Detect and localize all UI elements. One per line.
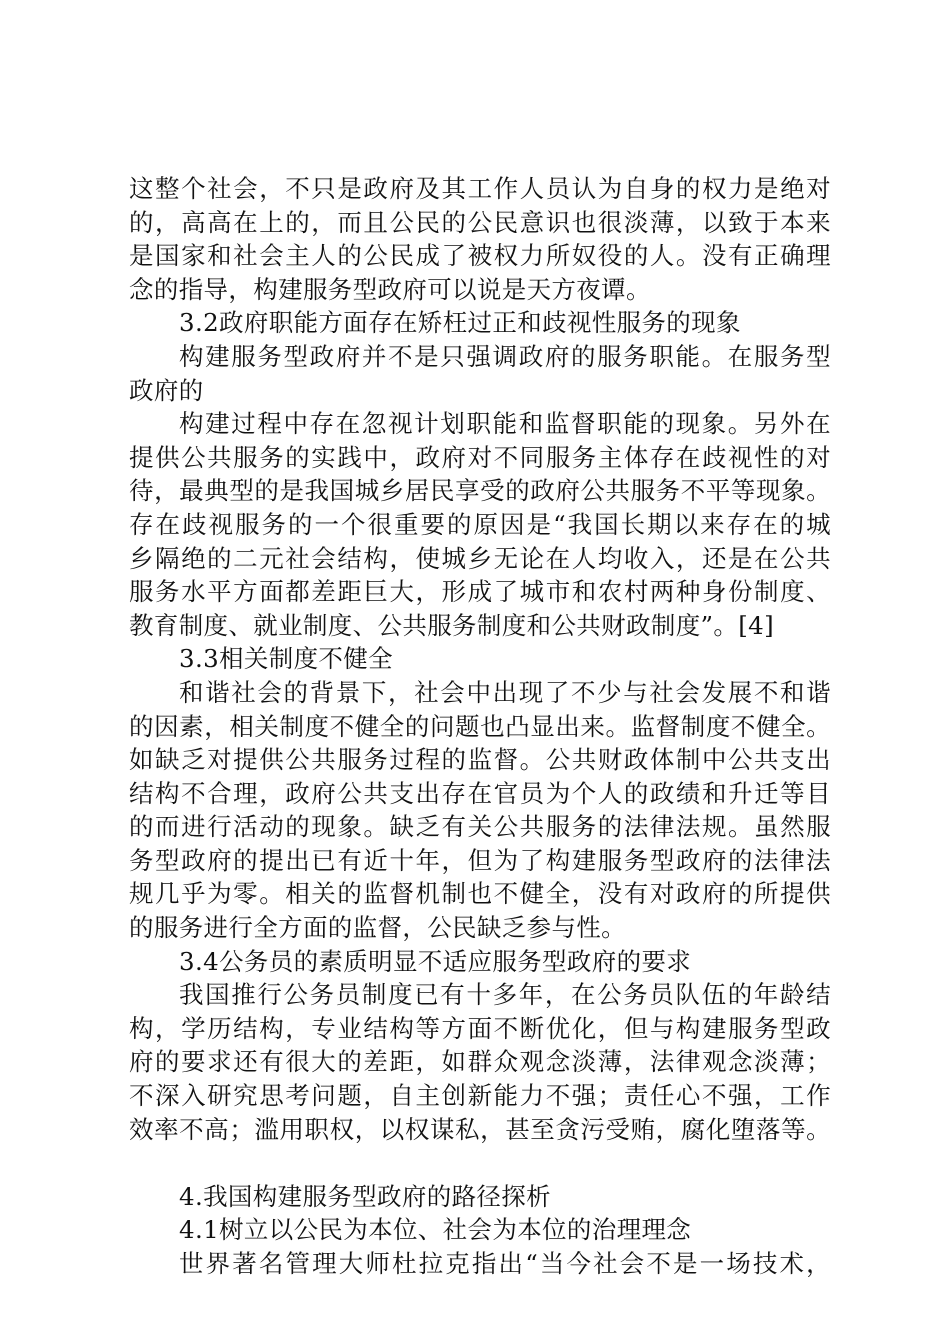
text-line: 的而进行活动的现象。缺乏有关公共服务的法律法规。虽然服	[129, 812, 831, 842]
text-line: 教育制度、就业制度、公共服务制度和公共财政制度”。[4]	[129, 610, 775, 640]
text-line: 4.我国构建服务型政府的路径探析	[179, 1181, 551, 1211]
text-line: 政府的	[129, 375, 204, 405]
paragraph-gap	[129, 1146, 831, 1180]
text-line: 服务水平方面都差距巨大，形成了城市和农村两种身份制度、	[129, 577, 831, 607]
text-line: 存在歧视服务的一个很重要的原因是“我国长期以来存在的城	[129, 509, 831, 539]
text-line: 乡隔绝的二元社会结构，使城乡无论在人均收入，还是在公共	[129, 543, 831, 573]
text-line: 是国家和社会主人的公民成了被权力所奴役的人。没有正确理	[129, 241, 831, 271]
text-line: 效率不高；滥用职权，以权谋私，甚至贪污受贿，腐化堕落等。	[129, 1114, 831, 1144]
text-line: 务型政府的提出已有近十年，但为了构建服务型政府的法律法	[129, 845, 831, 875]
text-line: 3.3相关制度不健全	[179, 644, 393, 674]
text-line: 念的指导，构建服务型政府可以说是天方夜谭。	[129, 274, 651, 304]
text-line: 府的要求还有很大的差距，如群众观念淡薄，法律观念淡薄；	[129, 1047, 831, 1077]
text-line: 构，学历结构，专业结构等方面不断优化，但与构建服务型政	[129, 1013, 831, 1043]
text-line: 构建过程中存在忽视计划职能和监督职能的现象。另外在	[179, 409, 831, 439]
text-line: 4.1树立以公民为本位、社会为本位的治理理念	[179, 1215, 692, 1245]
text-line: 世界著名管理大师杜拉克指出“当今社会不是一场技术，	[179, 1249, 831, 1278]
text-line: 规几乎为零。相关的监督机制也不健全，没有对政府的所提供	[129, 879, 831, 909]
text-line: 我国推行公务员制度已有十多年，在公务员队伍的年龄结	[179, 980, 831, 1010]
text-line: 不深入研究思考问题，自主创新能力不强；责任心不强，工作	[129, 1081, 831, 1111]
text-line: 提供公共服务的实践中，政府对不同服务主体存在歧视性的对	[129, 442, 831, 472]
text-line: 如缺乏对提供公共服务过程的监督。公共财政体制中公共支出	[129, 745, 831, 775]
text-line: 待，最典型的是我国城乡居民享受的政府公共服务不平等现象。	[129, 476, 831, 506]
text-line: 这整个社会，不只是政府及其工作人员认为自身的权力是绝对	[129, 174, 831, 203]
text-line: 3.2政府职能方面存在矫枉过正和歧视性服务的现象	[179, 308, 741, 338]
text-line: 结构不合理，政府公共支出存在官员为个人的政绩和升迁等目	[129, 778, 831, 808]
document-body	[129, 172, 831, 1281]
text-line: 的，高高在上的，而且公民的公民意识也很淡薄，以致于本来	[129, 207, 831, 237]
text-line: 和谐社会的背景下，社会中出现了不少与社会发展不和谐	[179, 677, 831, 707]
text-line: 的服务进行全方面的监督，公民缺乏参与性。	[129, 913, 626, 943]
text-line: 3.4公务员的素质明显不适应服务型政府的要求	[179, 946, 692, 976]
text-line: 构建服务型政府并不是只强调政府的服务职能。在服务型	[179, 341, 831, 371]
text-line: 的因素，相关制度不健全的问题也凸显出来。监督制度不健全。	[129, 711, 831, 741]
